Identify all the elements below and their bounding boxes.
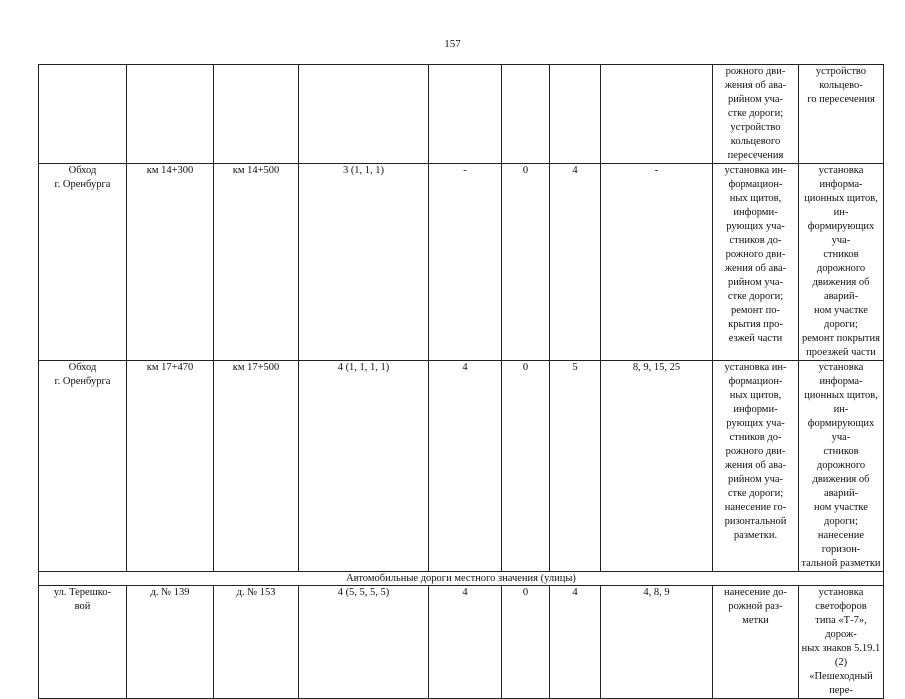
cell-counts: 4 (5, 5, 5, 5) <box>299 586 429 699</box>
cell-km-end: км 17+500 <box>214 361 299 572</box>
cell-c5 <box>429 65 502 164</box>
table-row <box>39 361 884 572</box>
cell-c6: 0 <box>502 164 550 361</box>
cell-c6 <box>502 65 550 164</box>
page-number: 157 <box>444 38 461 50</box>
cell-road: Обход г. Оренбурга <box>39 164 127 361</box>
table-row <box>39 586 884 699</box>
table-row-continued <box>39 65 884 164</box>
cell-c8: 8, 9, 15, 25 <box>601 361 713 572</box>
table-row <box>39 164 884 361</box>
cell-counts <box>299 65 429 164</box>
cell-km-end: км 14+500 <box>214 164 299 361</box>
cell-km-start: км 14+300 <box>127 164 214 361</box>
cell-km-start: км 17+470 <box>127 361 214 572</box>
cell-measures-a: установка ин- формацион- ных щитов, информи- рующих уча- стников до- рожного дви- жения об ава- рийном уча- стке дороги; ремонт по- крытия про- езжей части <box>713 164 799 361</box>
cell-km-start <box>127 65 214 164</box>
cell-road: ул. Терешко- вой <box>39 586 127 699</box>
cell-c5: 4 <box>429 586 502 699</box>
cell-c7 <box>550 65 601 164</box>
cell-measures-a: рожного дви- жения об ава- рийном уча- стке дороги; устройство кольцевого пересечения <box>713 65 799 164</box>
cell-c8: - <box>601 164 713 361</box>
cell-c8 <box>601 65 713 164</box>
cell-c7: 4 <box>550 586 601 699</box>
cell-c5: - <box>429 164 502 361</box>
section-header-row <box>39 572 884 586</box>
cell-measures-b: установка информа- ционных щитов, ин- формирующих уча- стников дорожного движения об аварий- ном участке дороги; ремонт покрытия проезжей части <box>799 164 884 361</box>
cell-c7: 4 <box>550 164 601 361</box>
cell-km-end: д. № 153 <box>214 586 299 699</box>
cell-road <box>39 65 127 164</box>
cell-km-end <box>214 65 299 164</box>
cell-counts: 4 (1, 1, 1, 1) <box>299 361 429 572</box>
cell-c7: 5 <box>550 361 601 572</box>
cell-measures-b: установка светофоров типа «Т-7», дорож- ных знаков 5.19.1 (2) «Пешеходный пере- <box>799 586 884 699</box>
cell-road: Обход г. Оренбурга <box>39 361 127 572</box>
cell-c6: 0 <box>502 361 550 572</box>
cell-measures-b: установка информа- ционных щитов, ин- формирующих уча- стников дорожного движения об аварий- ном участке дороги; нанесение горизон- тальной разметки <box>799 361 884 572</box>
accident-sites-table <box>38 64 883 699</box>
cell-c5: 4 <box>429 361 502 572</box>
cell-km-start: д. № 139 <box>127 586 214 699</box>
cell-c6: 0 <box>502 586 550 699</box>
cell-measures-a: установка ин- формацион- ных щитов, информи- рующих уча- стников до- рожного дви- жения об ава- рийном уча- стке дороги; нанесение го- ризонтальной разметки. <box>713 361 799 572</box>
cell-counts: 3 (1, 1, 1) <box>299 164 429 361</box>
cell-c8: 4, 8, 9 <box>601 586 713 699</box>
section-title: Автомобильные дороги местного значения (улицы) <box>39 572 884 586</box>
cell-measures-b: устройство кольцево- го пересечения <box>799 65 884 164</box>
cell-measures-a: нанесение до- рожной раз- метки <box>713 586 799 699</box>
